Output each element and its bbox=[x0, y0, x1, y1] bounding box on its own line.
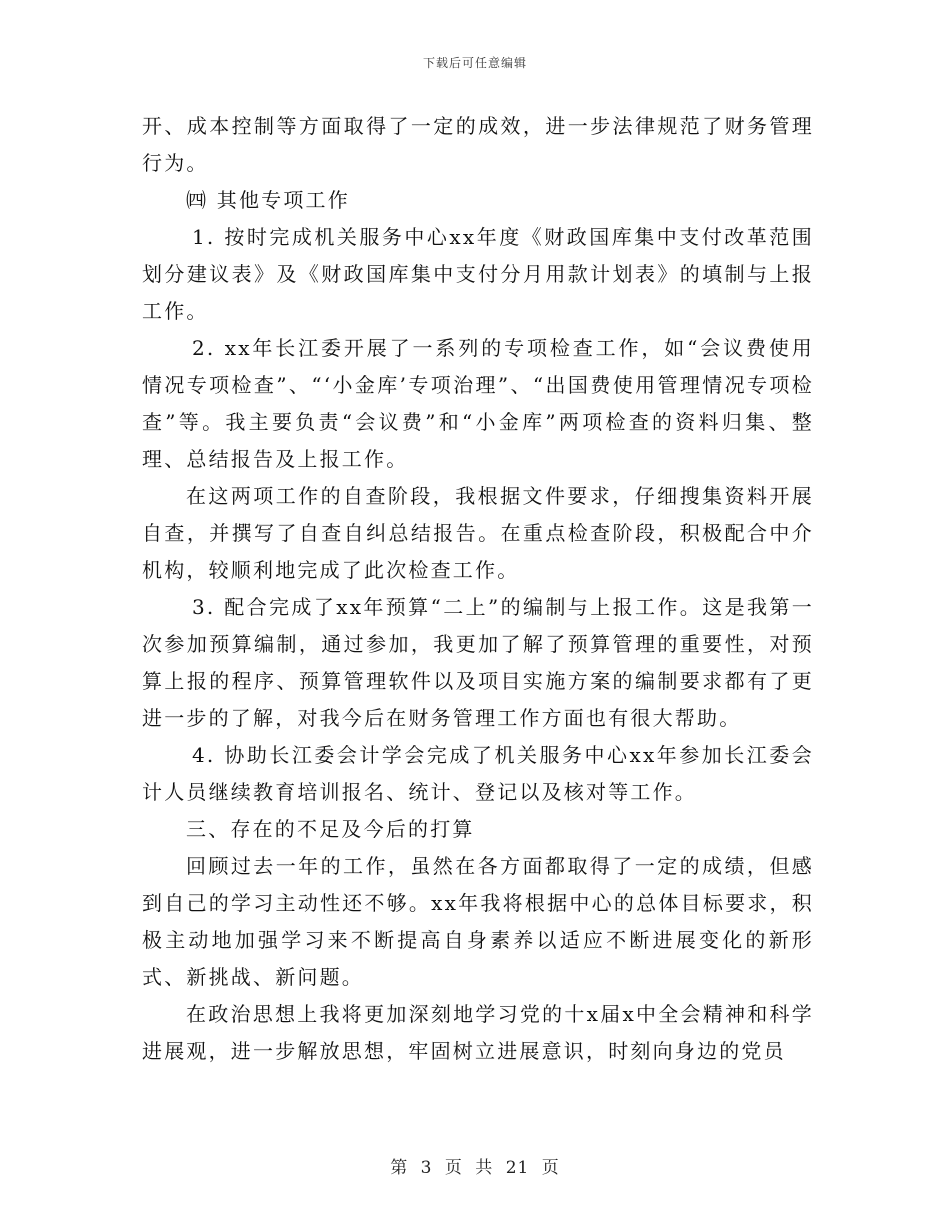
document-body bbox=[142, 108, 814, 1070]
paragraph-self-check: 在这两项工作的自查阶段，我根据文件要求，仔细搜集资料开展自查，并撰写了自查自纠总结报告。在重点检查阶段，积极配合中介机构，较顺利地完成了此次检查工作。 bbox=[142, 484, 814, 582]
paragraph-item-1: 1. 按时完成机关服务中心xx年度《财政国库集中支付改革范围划分建议表》及《财政国库集中支付分月用款计划表》的填制与上报工作。 bbox=[142, 225, 814, 323]
section-heading-other-work: ㈣ 其他专项工作 bbox=[186, 188, 350, 212]
paragraph-item-2: 2. xx年长江委开展了一系列的专项检查工作，如“会议费使用情况专项检查”、“‘小金库’专项治理”、“出国费使用管理情况专项检查”等。我主要负责“会议费”和“小金库”两项检查的资料归集、整理、总结报告及上报工作。 bbox=[142, 336, 814, 471]
paragraph-political: 在政治思想上我将更加深刻地学习党的十x届x中全会精神和科学进展观，进一步解放思想，牢固树立进展意识，时刻向身边的党员 bbox=[142, 1002, 814, 1063]
paragraph-review: 回顾过去一年的工作，虽然在各方面都取得了一定的成绩，但感到自己的学习主动性还不够。xx年我将根据中心的总体目标要求，积极主动地加强学习来不断提高自身素养以适应不断进展变化的新形式、新挑战、新问题。 bbox=[142, 854, 814, 989]
page-header: 下载后可任意编辑 bbox=[422, 56, 527, 70]
page-footer: 第 3 页 共 21 页 bbox=[390, 1158, 560, 1178]
paragraph-item-4: 4. 协助长江委会计学会完成了机关服务中心xx年参加长江委会计人员继续教育培训报名、统计、登记以及核对等工作。 bbox=[142, 743, 814, 804]
section-heading-shortcomings: 三、存在的不足及今后的打算 bbox=[186, 817, 475, 841]
paragraph-item-3: 3. 配合完成了xx年预算“二上”的编制与上报工作。这是我第一次参加预算编制，通过参加，我更加了解了预算管理的重要性，对预算上报的程序、预算管理软件以及项目实施方案的编制要求都有了更进一步的了解，对我今后在财务管理工作方面也有很大帮助。 bbox=[142, 595, 814, 730]
paragraph-continuation: 开、成本控制等方面取得了一定的成效，进一步法律规范了财务管理行为。 bbox=[142, 114, 814, 175]
